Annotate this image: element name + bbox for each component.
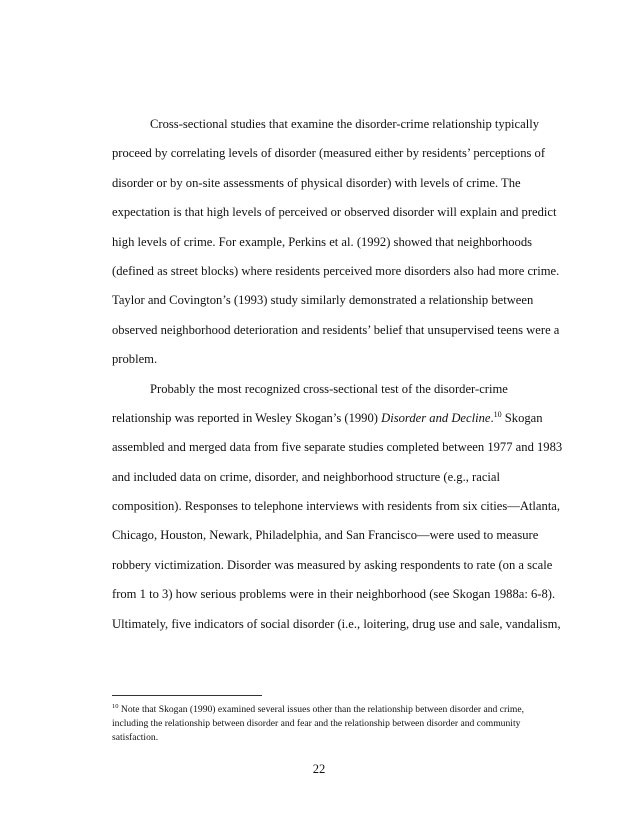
paragraph-1 (112, 110, 562, 375)
text-segment: Skogan (501, 410, 543, 425)
text-line: robbery victimization. Disorder was measured by asking respondents to rate (on a scale (112, 557, 553, 572)
text-line: composition). Responses to telephone interviews with residents from six cities—Atlanta, (112, 499, 561, 514)
text-line: from 1 to 3) how serious problems were in their neighborhood (see Skogan 1988a: 6-8). (112, 587, 556, 602)
footnote-line (112, 703, 564, 717)
text-line: Cross-sectional studies that examine the disorder-crime relationship typically (150, 117, 539, 131)
text-line: high levels of crime. For example, Perkins et al. (1992) showed that neighborhoods (112, 234, 533, 249)
footnote-line: including the relationship between disorder and fear and the relationship between disorder and community (112, 718, 521, 729)
text-line: proceed by correlating levels of disorder (measured either by residents’ perceptions of (112, 146, 546, 161)
paragraph-2 (112, 375, 562, 640)
text-line: (defined as street blocks) where residents perceived more disorders also had more crime. (112, 263, 560, 278)
text-line: and included data on crime, disorder, and neighborhood structure (e.g., racial (112, 469, 501, 484)
text-line: expectation is that high levels of perceived or observed disorder will explain and predict (112, 205, 557, 220)
text-line: observed neighborhood deterioration and residents’ belief that unsupervised teens were a (112, 322, 560, 337)
footnote-reference[interactable]: 10 (493, 409, 502, 419)
footnote-number: 10 (112, 702, 119, 710)
footnote (112, 703, 564, 745)
body-text (112, 110, 562, 639)
book-title: Disorder and Decline (381, 410, 491, 425)
text-segment: relationship was reported in Wesley Skogan’s (1990) (112, 410, 382, 425)
page-number: 22 (312, 762, 326, 776)
footnote-line: satisfaction. (112, 732, 159, 743)
footnote-separator (112, 695, 262, 696)
text-line-with-title (112, 404, 562, 433)
text-line: Ultimately, five indicators of social disorder (i.e., loitering, drug use and sale, vandalism, (112, 616, 561, 631)
text-line: disorder or by on-site assessments of physical disorder) with levels of crime. The (112, 175, 521, 190)
text-line: Probably the most recognized cross-sectional test of the disorder-crime (150, 381, 508, 396)
text-line: Taylor and Covington’s (1993) study similarly demonstrated a relationship between (112, 293, 534, 308)
text-line: Chicago, Houston, Newark, Philadelphia, and San Francisco—were used to measure (112, 528, 539, 543)
text-line: assembled and merged data from five separate studies completed between 1977 and 1983 (112, 440, 563, 455)
text-line: problem. (112, 352, 158, 367)
text-segment: . (490, 410, 494, 425)
footnote-text: Note that Skogan (1990) examined several issues other than the relationship between disorder and crime, (118, 704, 524, 715)
